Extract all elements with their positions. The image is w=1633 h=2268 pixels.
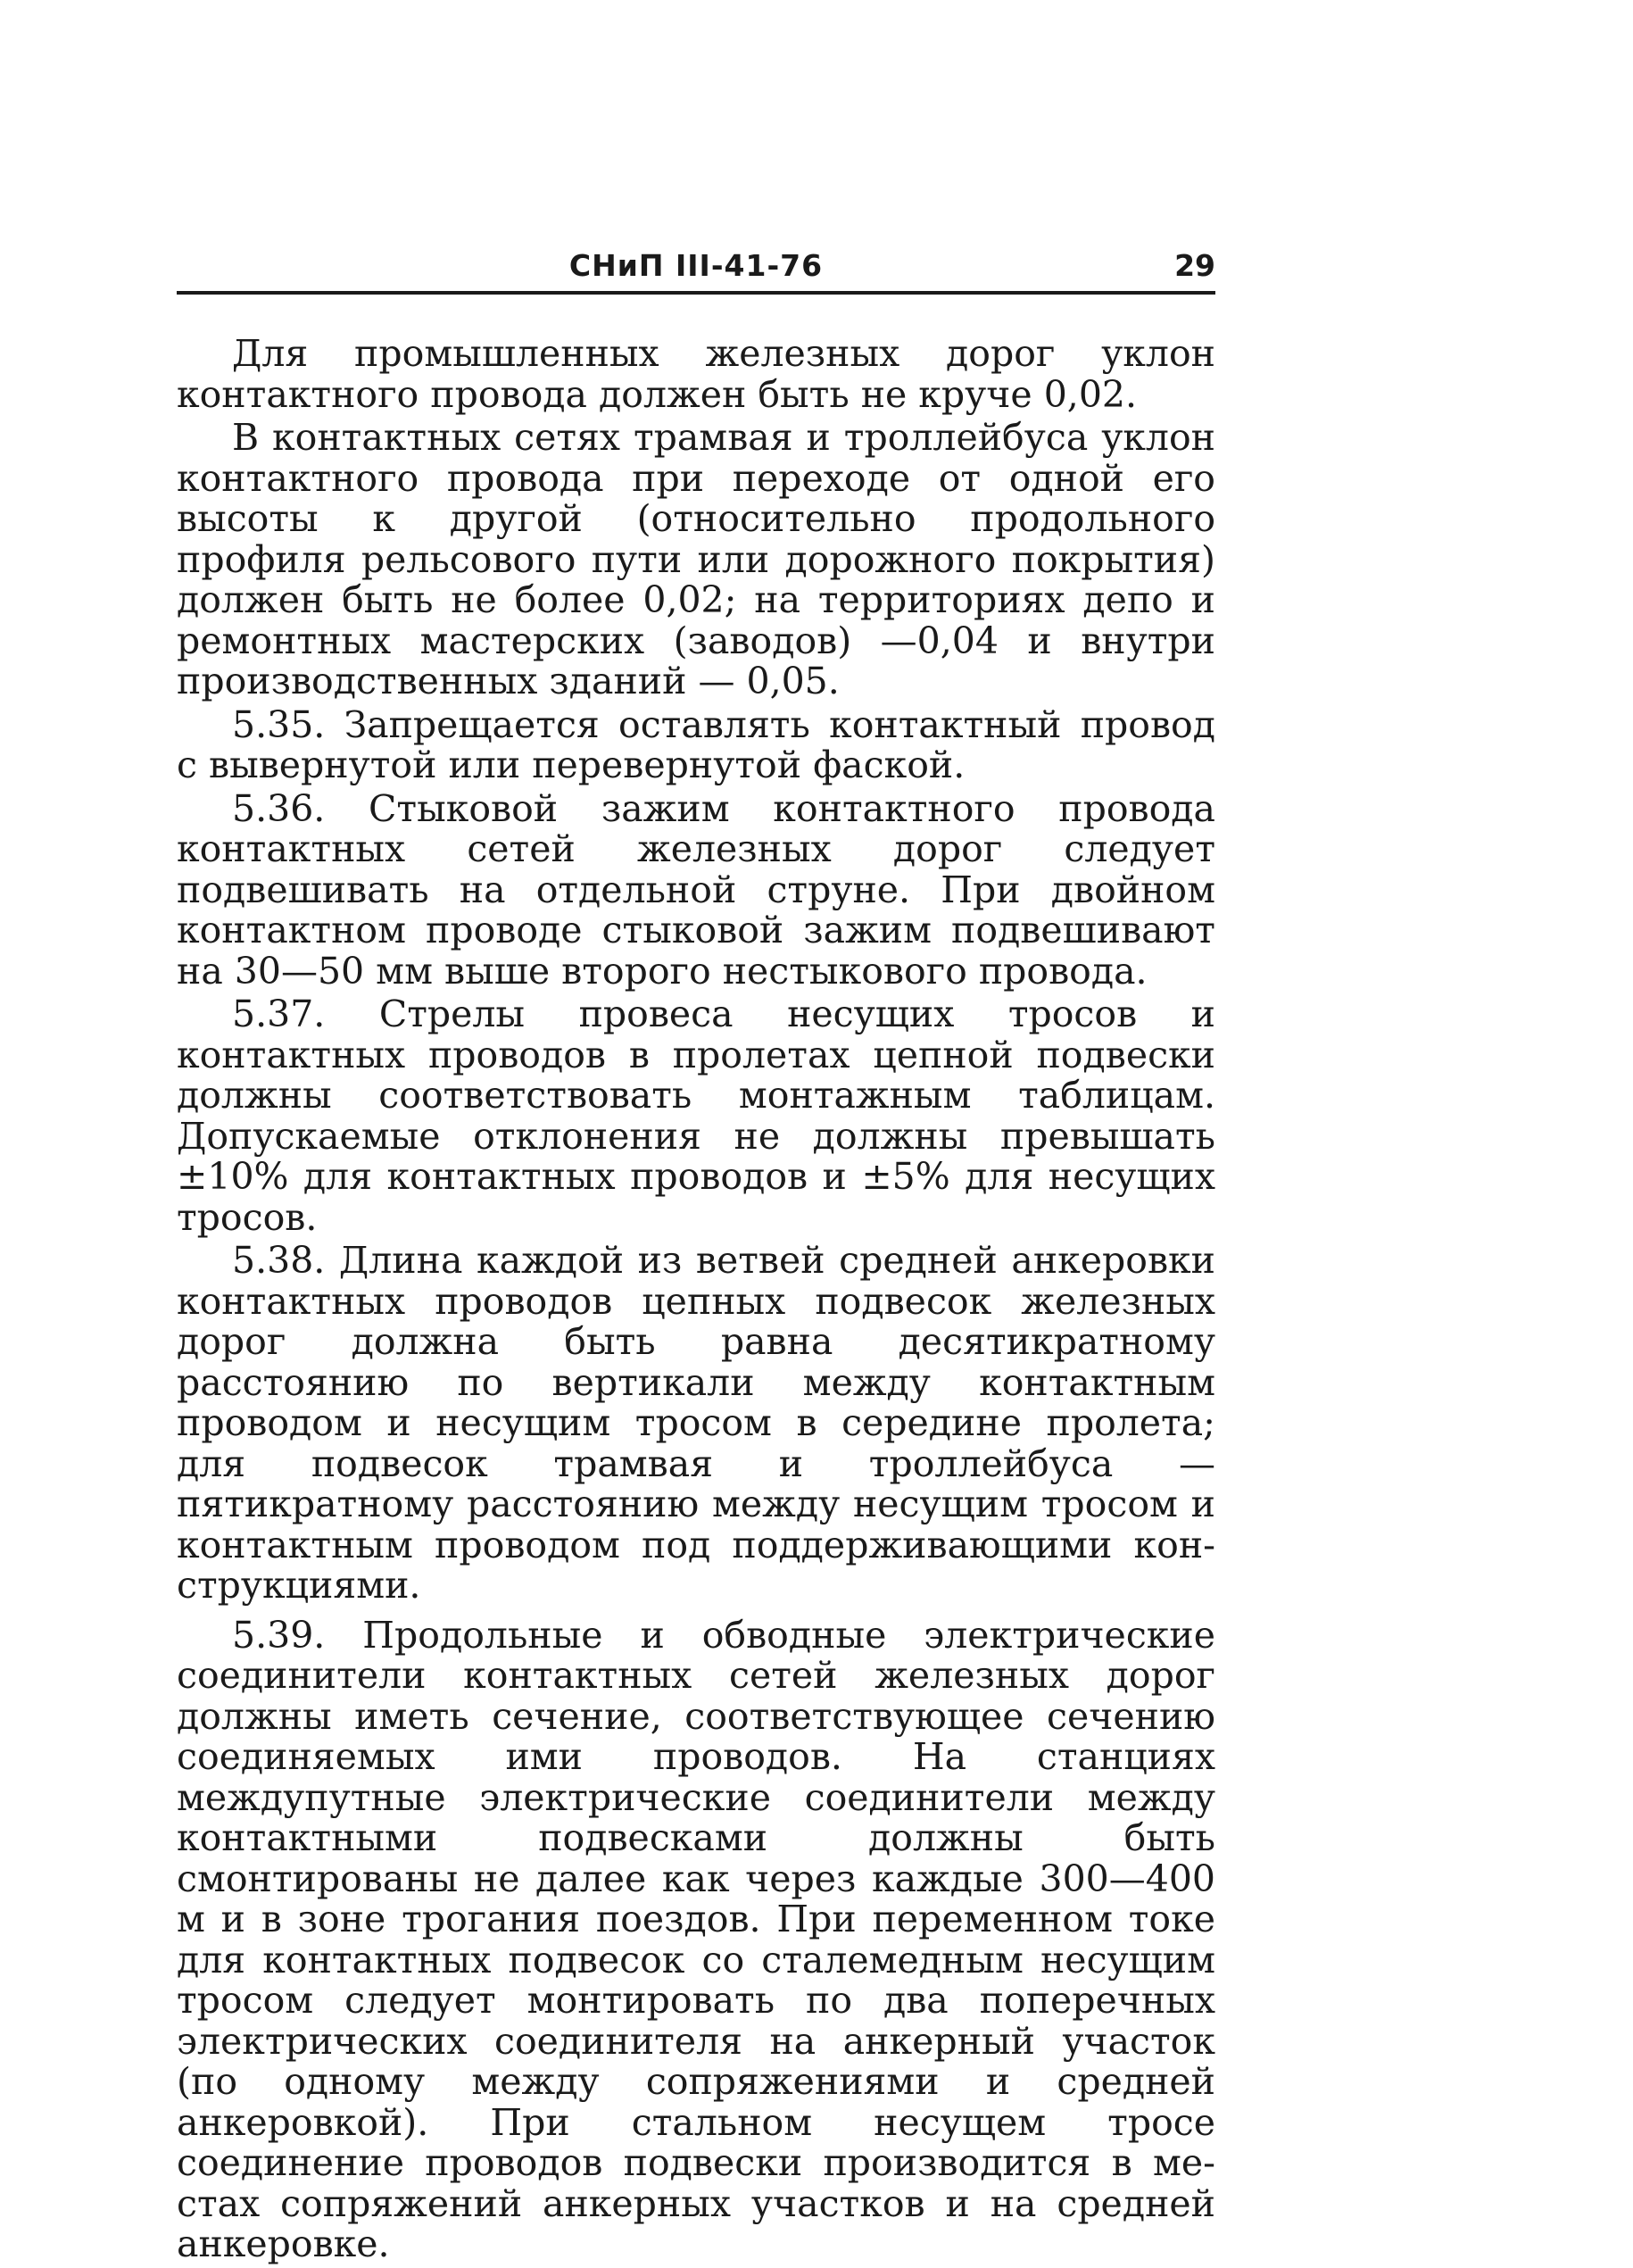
paragraph xyxy=(177,418,1215,702)
paragraph-text: Запрещается оставлять контактный провод с вывернутой или перевернутой фаской. xyxy=(177,702,1215,786)
paragraph-text: Стрелы провеса несущих тросов и контактных проводов в пролетах цепной подвески должны соответствовать монтажным таблицам. Допускаемые отклонения не должны превышать ±10% для контактных проводов и ±5% для несущих тросов. xyxy=(177,993,1215,1239)
clause-number: 5.35. xyxy=(232,702,326,746)
paragraph-text: В контактных сетях трамвая и троллейбуса уклон контактного провода при переходе от одной его высоты к другой (относительно продольного профиля рельсового пути или дорожного покрытия) должен быть не более 0,02; на территориях депо и ремонтных мастерских (заводов) —0,04 и внутри производственных зданий — 0,05. xyxy=(177,416,1215,702)
clause-5-36 xyxy=(177,786,1215,993)
clause-number: 5.38. xyxy=(232,1239,326,1282)
paragraph-text: Для промышленных железных дорог уклон контактного провода должен быть не круче 0,02. xyxy=(177,332,1215,416)
body-text xyxy=(177,334,1215,2265)
document-page xyxy=(177,243,1215,2268)
clause-number: 5.39. xyxy=(232,1613,326,1657)
paragraph-text: Продольные и обводные электрические соединители контактных сетей железных дорог должны иметь сечение, соответствующее сечению соединяемых ими проводов. На станциях междупутные электрические соединители между контактными подвесками должны быть смонтированы не далее как через каждые 300—400 м и в зоне трогания поездов. При переменном токе для контактных подвесок со сталемедным несущим тросом следует монтировать по два поперечных электрических соединителя на анкерный участок (по одному между сопряжениями и средней анкеровкой). При стальном несущем тросе соединение проводов подвески производится в местах сопряжений анкерных участков и на средней анкеровке. xyxy=(177,1613,1215,2265)
clause-5-39 xyxy=(177,1613,1215,2265)
clause-number: 5.37. xyxy=(232,993,326,1035)
clause-5-35 xyxy=(177,702,1215,786)
clause-number: 5.36. xyxy=(232,786,326,830)
paragraph-text: Длина каждой из ветвей средней анкеровки контактных проводов цепных подвесок железных дорог должна быть равна десятикратному расстоянию по вертикали между контактным проводом и несущим тросом в середине пролета; для подвесок трамвая и троллейбуса — пятикратному расстоянию между несущим тросом и контактным проводом под поддерживающими конструкциями. xyxy=(177,1239,1215,1607)
clause-5-37 xyxy=(177,994,1215,1238)
paragraph xyxy=(177,334,1215,415)
clause-5-38 xyxy=(177,1241,1215,1607)
paragraph-text: Стыковой зажим контактного провода контактных сетей железных дорог следует подвешивать на отдельной струне. При двойном контактном проводе стыковой зажим подвешивают на 30—50 мм выше второго нестыкового провода. xyxy=(177,786,1215,993)
page-number: 29 xyxy=(1174,248,1215,283)
document-code: СНиП III-41-76 xyxy=(568,248,824,283)
running-header xyxy=(177,243,1215,295)
